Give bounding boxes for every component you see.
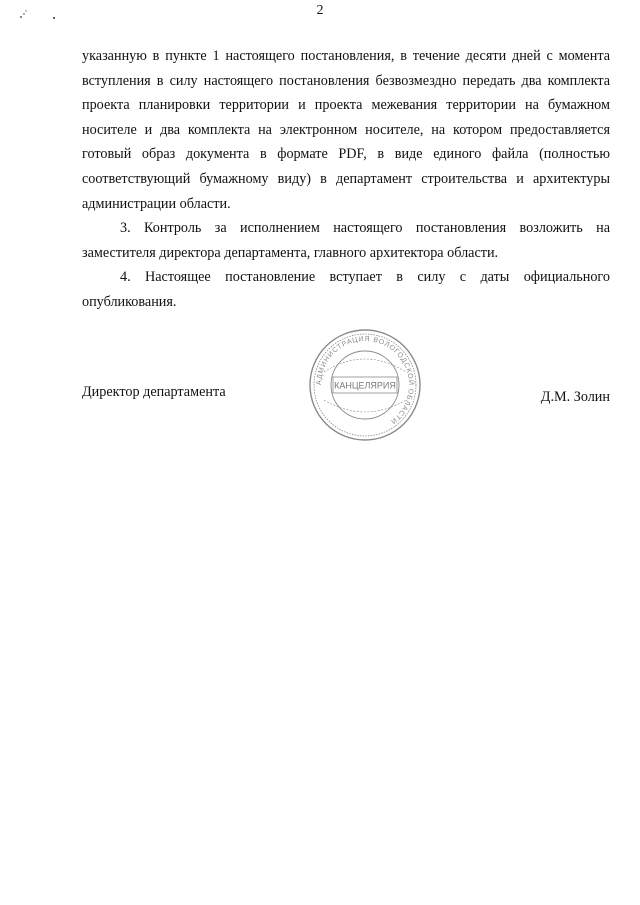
- paragraph-item-4: 4. Настоящее постановление вступает в силу с даты официального опубликования.: [82, 269, 610, 310]
- stamp-center-text: КАНЦЕЛЯРИЯ: [334, 380, 396, 391]
- signatory-position: Директор департамента: [82, 384, 226, 400]
- document-body: [82, 44, 610, 315]
- paragraph-continuation: указанную в пункте 1 настоящего постановления, в течение десяти дней с момента вступления в силу настоящего постановления безвозмездно передать два комплекта проекта планировки территории и проекта межевания территории на бумажном носителе и два комплекта на электронном носителе, на котором предоставляется готовый образ документа в формате PDF, в виде единого файла (полностью соответствующий бумажному виду) в департамент строительства и архитектуры администрации области.: [82, 48, 610, 212]
- paragraph-item-3: 3. Контроль за исполнением настоящего постановления возложить на заместителя директора департамента, главного архитектора области.: [82, 220, 610, 261]
- stamp-ring-text: АДМИНИСТРАЦИЯ ВОЛОГОДСКОЙ ОБЛАСТИ: [315, 335, 415, 426]
- signature-block: [82, 380, 610, 404]
- page-number: 2: [316, 3, 324, 18]
- signatory-name: Д.М. Золин: [540, 389, 610, 405]
